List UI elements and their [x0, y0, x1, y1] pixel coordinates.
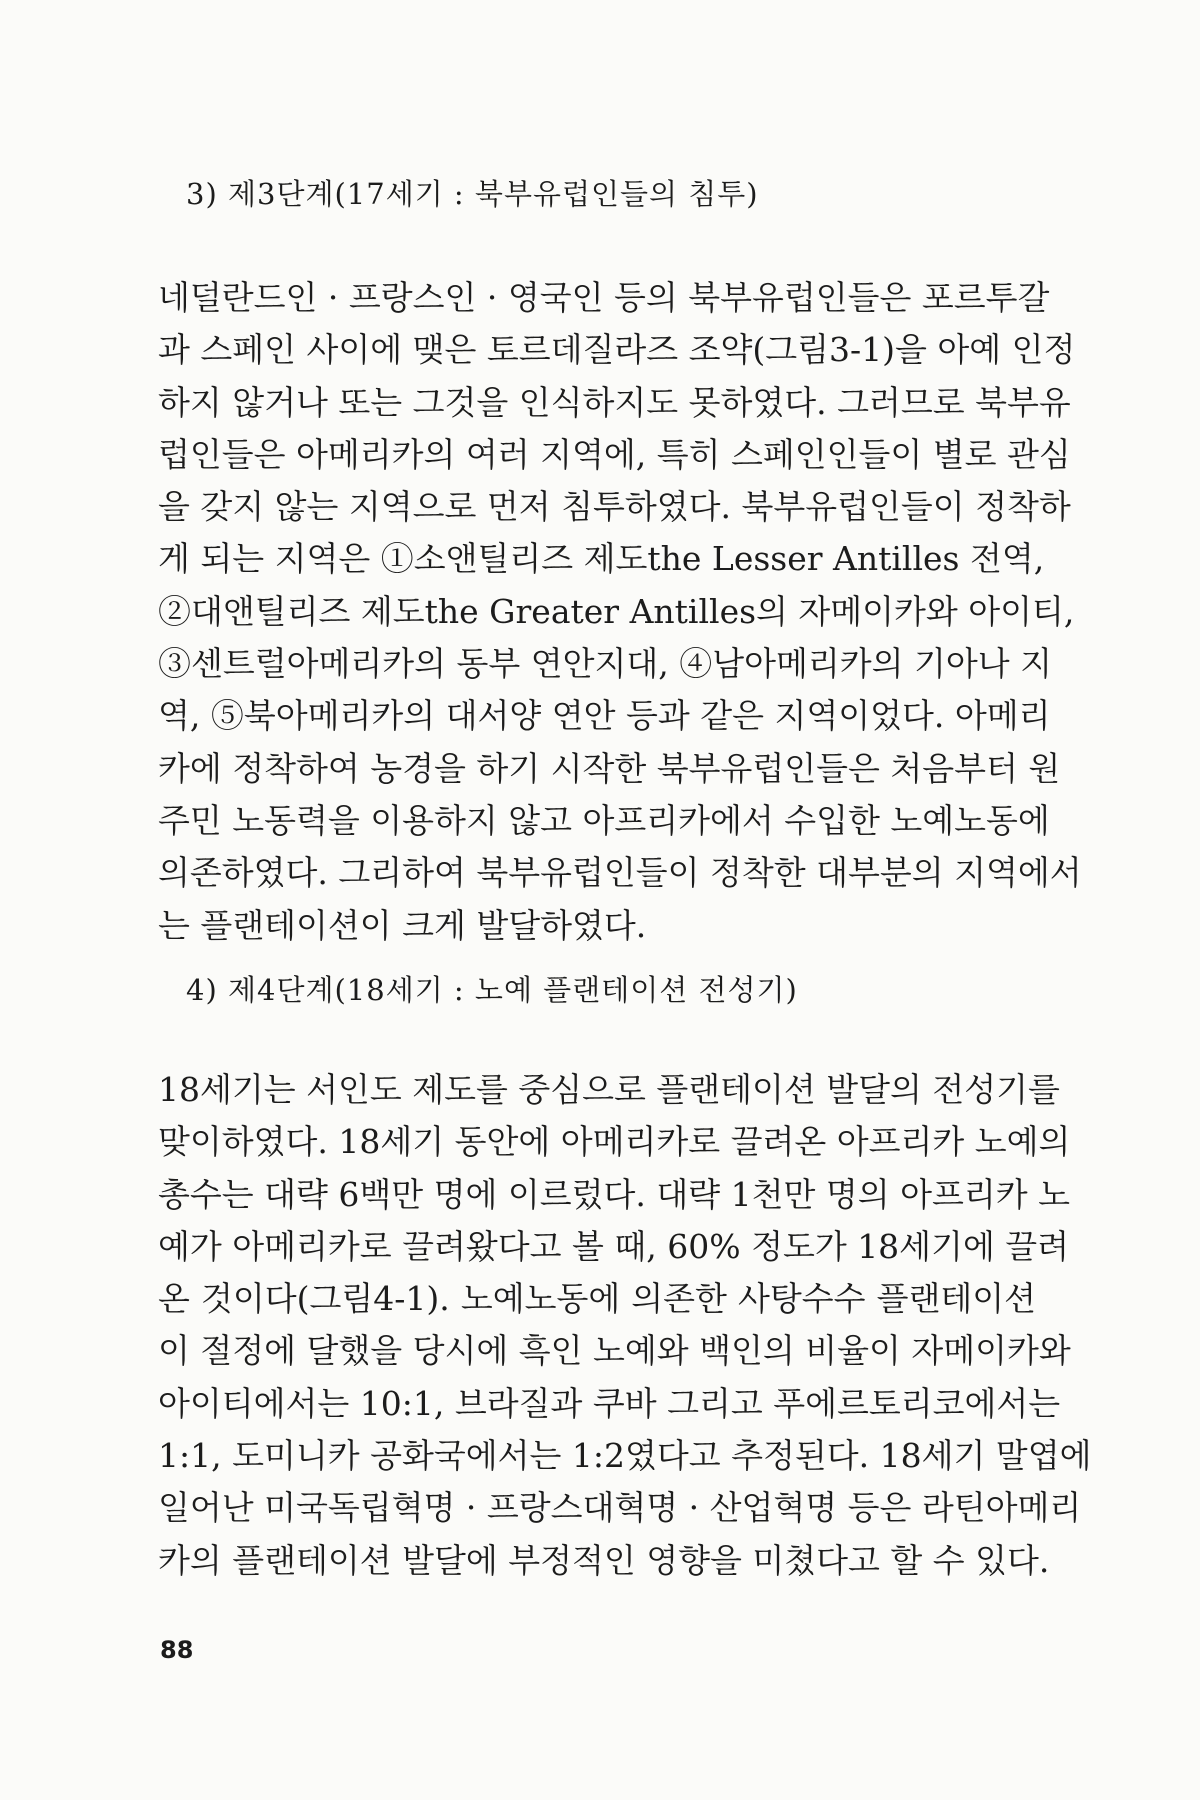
- text-line: ②대앤틸리즈 제도the Greater Antilles의 자메이카와 아이티,: [158, 591, 1075, 631]
- text-line: 럽인들은 아메리카의 여러 지역에, 특히 스페인인들이 별로 관심: [158, 434, 1071, 474]
- section-3-heading: 3) 제3단계(17세기 : 북부유럽인들의 침투): [186, 177, 759, 211]
- text-line: 18세기는 서인도 제도를 중심으로 플랜테이션 발달의 전성기를: [158, 1070, 1060, 1109]
- text-line: 카에 정착하여 농경을 하기 시작한 북부유럽인들은 처음부터 원: [158, 748, 1061, 788]
- text-line: 게 되는 지역은 ①소앤틸리즈 제도the Lesser Antilles 전역,: [158, 539, 1045, 579]
- text-line: 맞이하였다. 18세기 동안에 아메리카로 끌려온 아프리카 노예의: [158, 1122, 1071, 1162]
- text-line: 과 스페인 사이에 맺은 토르데질라즈 조약(그림3-1)을 아예 인정: [158, 330, 1076, 370]
- text-line: 의존하였다. 그리하여 북부유럽인들이 정착한 대부분의 지역에서: [158, 853, 1082, 893]
- text-line: 예가 아메리카로 끌려왔다고 볼 때, 60% 정도가 18세기에 끌려: [158, 1226, 1070, 1266]
- text-line: 주민 노동력을 이용하지 않고 아프리카에서 수입한 노예노동에: [158, 800, 1050, 840]
- text-line: 하지 않거나 또는 그것을 인식하지도 못하였다. 그러므로 북부유: [158, 382, 1071, 422]
- text-line: 총수는 대략 6백만 명에 이르렀다. 대략 1천만 명의 아프리카 노: [158, 1174, 1070, 1214]
- section-4-paragraph: [158, 1064, 1092, 1587]
- text-line: 네덜란드인 · 프랑스인 · 영국인 등의 북부유럽인들은 포르투갈: [158, 278, 1050, 317]
- section-3-paragraph: [158, 272, 1082, 952]
- text-line: 아이티에서는 10:1, 브라질과 쿠바 그리고 푸에르토리코에서는: [158, 1383, 1061, 1423]
- text-line: 일어난 미국독립혁명 · 프랑스대혁명 · 산업혁명 등은 라틴아메리: [158, 1488, 1082, 1528]
- text-line: 카의 플랜테이션 발달에 부정적인 영향을 미쳤다고 할 수 있다.: [158, 1540, 1050, 1580]
- text-line: 는 플랜테이션이 크게 발달하였다.: [158, 905, 647, 945]
- text-line: 역, ⑤북아메리카의 대서양 연안 등과 같은 지역이었다. 아메리: [158, 696, 1051, 736]
- text-line: ③센트럴아메리카의 동부 연안지대, ④남아메리카의 기아나 지: [158, 644, 1053, 684]
- section-4-heading: 4) 제4단계(18세기 : 노예 플랜테이션 전성기): [186, 973, 798, 1007]
- text-line: 온 것이다(그림4-1). 노예노동에 의존한 사탕수수 플랜테이션: [158, 1279, 1036, 1319]
- text-line: 을 갖지 않는 지역으로 먼저 침투하였다. 북부유럽인들이 정착하: [158, 487, 1071, 527]
- page-number: 88: [160, 1636, 194, 1664]
- text-line: 이 절정에 달했을 당시에 흑인 노예와 백인의 비율이 자메이카와: [158, 1331, 1071, 1371]
- text-line: 1:1, 도미니카 공화국에서는 1:2였다고 추정된다. 18세기 말엽에: [158, 1436, 1092, 1476]
